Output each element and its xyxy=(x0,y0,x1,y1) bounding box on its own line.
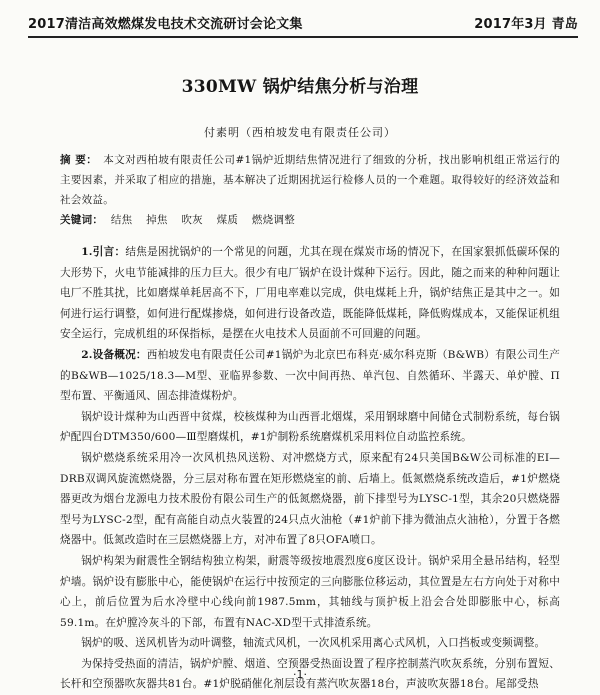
keyword: 结焦 xyxy=(110,214,133,226)
abstract xyxy=(60,150,560,210)
paragraph xyxy=(60,551,560,633)
paragraph xyxy=(60,448,560,551)
paragraph-text: 西柏坡发电有限责任公司#1锅炉为北京巴布科克·威尔科克斯（B&WB）有限公司生产的B&WB—1025/18.3—M型、亚临界参数、一次中间再热、单汽包、自然循环、半露天、单炉膛、Π型布置、平衡通风、固态排渣煤粉炉。 xyxy=(60,348,560,403)
paper-title: 330MW 锅炉结焦分析与治理 xyxy=(181,77,419,97)
paragraph-text: 为保持受热面的清洁，锅炉炉膛、烟道、空预器受热面设置了程序控制蒸汽吹灰系统，分别布置短、长杆和空预器吹灰器共81台。#1炉脱硝催化剂层设有蒸汽吹灰器18台，声波吹灰器18台。尾部受热 xyxy=(60,657,560,691)
keywords xyxy=(60,210,560,230)
abstract-text: 本文对西柏坡有限责任公司#1锅炉近期结焦情况进行了细致的分析，找出影响机组正常运行的主要因素，并采取了相应的措施，基本解决了近期困扰运行检修人员的一个难题。取得较好的经济效益和社会效益。 xyxy=(60,154,561,206)
keyword: 燃烧调整 xyxy=(251,214,296,226)
paragraph-text: 锅炉的吸、送风机皆为动叶调整，轴流式风机，一次风机采用离心式风机，入口挡板或变频调整。 xyxy=(81,637,546,650)
body-text xyxy=(60,242,560,695)
section-introduction xyxy=(60,242,560,345)
header-date-location: 2017年3月 青岛 xyxy=(474,16,578,32)
paragraph xyxy=(60,407,560,448)
section-heading: 2.设备概况： xyxy=(81,348,147,361)
paper-author: 付素明（西柏坡发电有限责任公司） xyxy=(204,126,396,139)
header-divider xyxy=(28,36,578,38)
keyword: 煤质 xyxy=(216,214,239,226)
section-heading: 1.引言： xyxy=(81,246,126,258)
paragraph-text: 锅炉燃烧系统采用冷一次风机热风送粉、对冲燃烧方式，原来配有24只美国B&W公司标准的EI—DRB双调风旋流燃烧器，分三层对称布置在矩形燃烧室的前、后墙上。低氮燃烧系统改造后，#1炉燃烧器更改为烟台龙源电力技术股份有限公司生产的低氮燃烧器，前下排型号为LYSC-1型，其余20只燃烧器型号为LYSC-2型，配有高能自动点火装置的24只点火油枪（#1炉前下排为微油点火油枪），分置于各燃烧器中。低氮改造时在三层燃烧器上方，对冲布置了8只OFA喷口。 xyxy=(60,451,560,547)
keyword: 掉焦 xyxy=(146,214,168,226)
keywords-label: 关键词： xyxy=(60,214,104,226)
keyword: 吹灰 xyxy=(181,214,203,226)
paragraph-text: 锅炉构架为耐震性全钢结构独立构架，耐震等级按地震烈度6度区设计。锅炉采用全悬吊结构，轻型炉墙。锅炉设有膨胀中心，能使锅炉在运行中按预定的三向膨胀位移运动，其位置是左右方向处于对称中心上，前后位置为后水冷壁中心线向前1987.5mm，其轴线与顶护板上沿会合处即膨胀中心，标高59.1m。在炉膛冷灰斗的下部，布置有NAC-XD型干式排渣系统。 xyxy=(60,554,560,629)
abstract-label: 摘 要： xyxy=(60,154,98,166)
paragraph-text: 结焦是困扰锅炉的一个常见的问题，尤其在现在煤炭市场的情况下，在国家狠抓低碳环保的大形势下，火电节能减排的压力巨大。很少有电厂锅炉在设计煤种下运行。因此，随之而来的种种问题让电厂不胜其扰，比如磨煤单耗居高不下，厂用电率难以完成，供电煤耗上升，锅炉结焦正是其中之一。如何进行运行调整，如何进行配煤掺烧，如何进行设备改造，既能降低煤耗，降低购煤成本，又能保证机组安全运行，完成机组的环保指标，是摆在火电技术人员面前不可回避的问题。 xyxy=(60,246,560,341)
page-number: ·1· xyxy=(293,668,307,681)
section-equipment xyxy=(60,345,560,407)
running-header xyxy=(28,10,578,34)
paragraph xyxy=(60,633,560,654)
paragraph-text: 锅炉设计煤种为山西晋中贫煤，校核煤种为山西晋北烟煤，采用钢球磨中间储仓式制粉系统，每台锅炉配四台DTM350/600—Ⅲ型磨煤机，#1炉制粉系统磨煤机采用料位自动监控系统。 xyxy=(60,410,560,444)
header-proceedings-title: 2017清洁高效燃煤发电技术交流研讨会论文集 xyxy=(28,16,303,32)
